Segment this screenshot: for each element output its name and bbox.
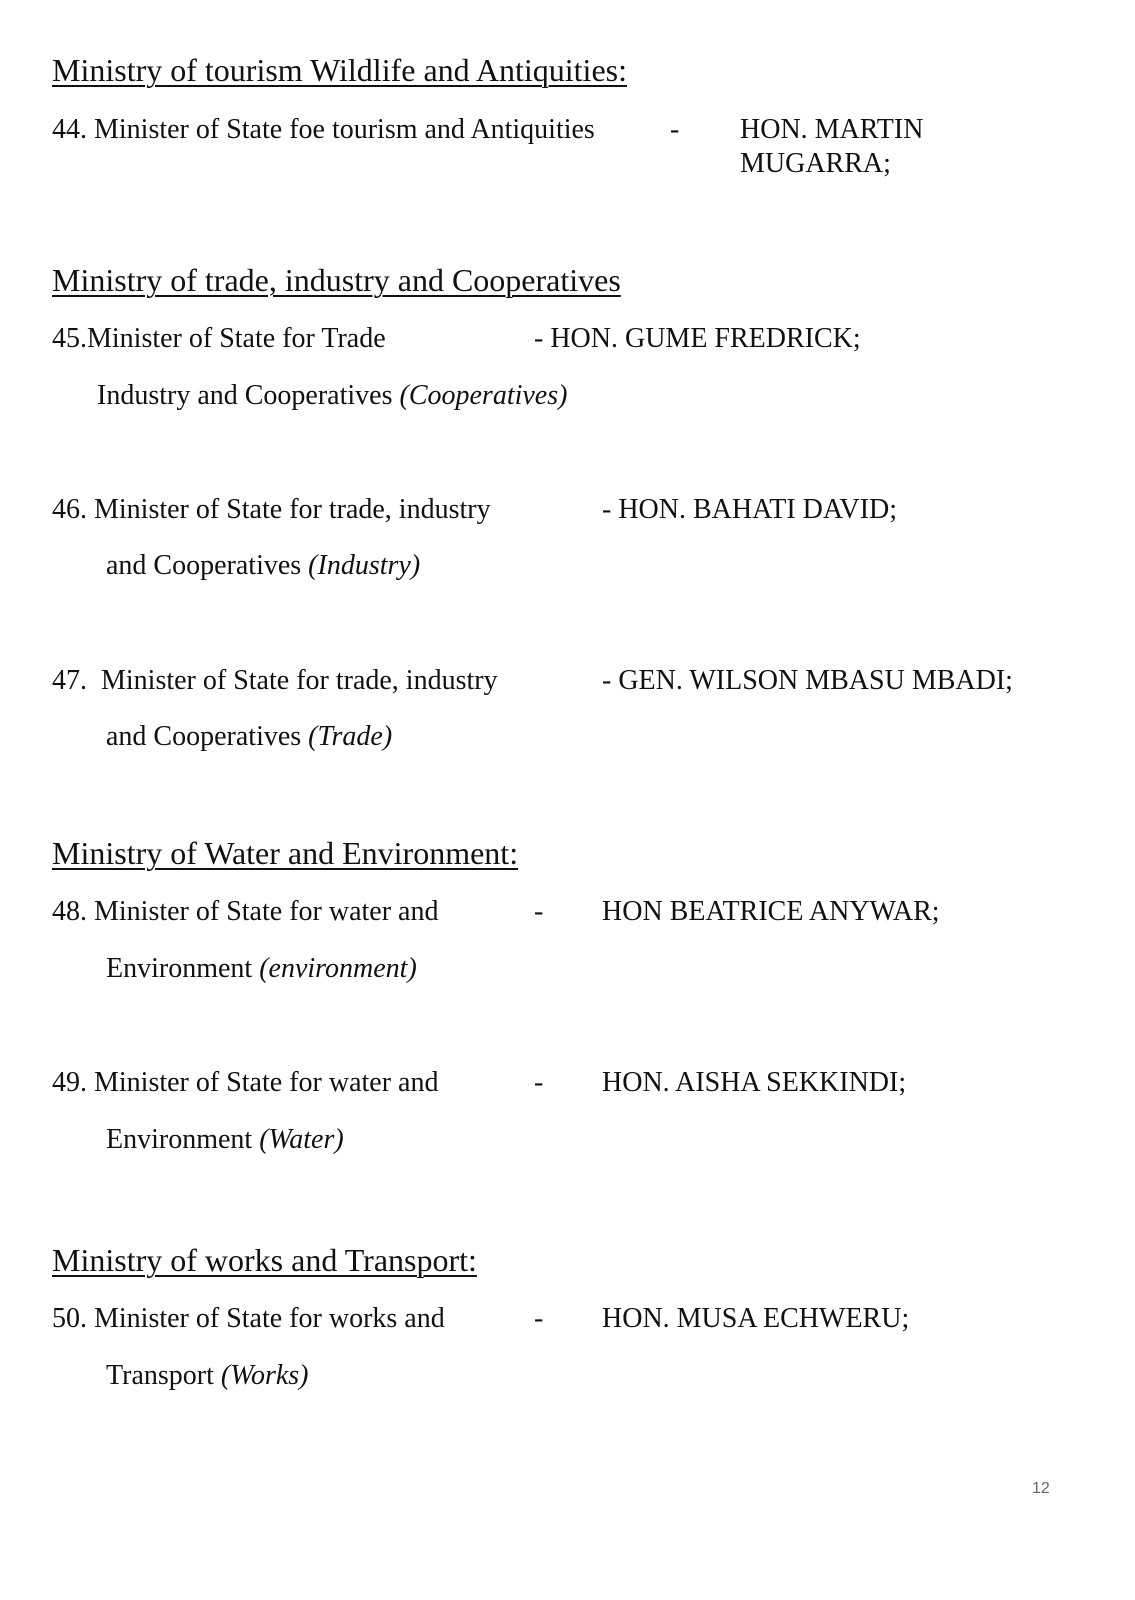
entry-49-name: HON. AISHA SEKKINDI; xyxy=(602,1067,907,1098)
entry-47-subtitle-text: and Cooperatives xyxy=(106,721,309,752)
entry-50-title: 50. Minister of State for works and xyxy=(52,1303,445,1334)
entry-45-subtitle-text: Industry and Cooperatives xyxy=(97,380,400,411)
section-heading-trade: Ministry of trade, industry and Cooperatives xyxy=(52,262,621,298)
entry-45-subtitle xyxy=(97,380,567,412)
entry-47-name: - GEN. WILSON MBASU MBADI; xyxy=(602,665,1013,696)
entry-46-subtitle xyxy=(106,550,420,582)
entry-48-dash: - xyxy=(534,896,544,927)
entry-44-title: 44. Minister of State foe tourism and Antiquities xyxy=(52,114,595,145)
entry-45-title: 45.Minister of State for Trade xyxy=(52,323,386,354)
page-number: 12 xyxy=(1032,1480,1050,1497)
entry-44-name-line2: MUGARRA; xyxy=(740,148,891,179)
entry-50-subtitle xyxy=(106,1360,309,1392)
entry-46-name: - HON. BAHATI DAVID; xyxy=(602,494,898,525)
entry-48-title: 48. Minister of State for water and xyxy=(52,896,439,927)
entry-44-name-line1: HON. MARTIN xyxy=(740,114,924,145)
entry-45-name: - HON. GUME FREDRICK; xyxy=(534,323,861,354)
entry-46-portfolio: (Industry) xyxy=(308,550,421,581)
entry-47-title: 47. Minister of State for trade, industry xyxy=(52,665,498,696)
entry-46-title: 46. Minister of State for trade, industry xyxy=(52,494,491,525)
entry-49-title: 49. Minister of State for water and xyxy=(52,1067,439,1098)
entry-49-subtitle-text: Environment xyxy=(106,1124,260,1155)
entry-50-portfolio: (Works) xyxy=(220,1360,309,1391)
entry-45-portfolio: (Cooperatives) xyxy=(399,380,568,411)
entry-48-name: HON BEATRICE ANYWAR; xyxy=(602,896,940,927)
entry-50-dash: - xyxy=(534,1303,544,1334)
section-heading-works: Ministry of works and Transport: xyxy=(52,1242,477,1278)
entry-50-subtitle-text: Transport xyxy=(106,1360,221,1391)
entry-44-dash: - xyxy=(670,114,680,145)
entry-48-subtitle-text: Environment xyxy=(106,953,260,984)
entry-48-portfolio: (environment) xyxy=(259,953,417,984)
entry-49-dash: - xyxy=(534,1067,544,1098)
entry-46-subtitle-text: and Cooperatives xyxy=(106,550,309,581)
entry-47-portfolio: (Trade) xyxy=(308,721,393,752)
section-heading-water: Ministry of Water and Environment: xyxy=(52,835,519,871)
section-heading-tourism: Ministry of tourism Wildlife and Antiquities: xyxy=(52,52,627,88)
entry-48-subtitle xyxy=(106,953,417,985)
entry-47-subtitle xyxy=(106,721,392,753)
entry-49-subtitle xyxy=(106,1124,344,1156)
entry-49-portfolio: (Water) xyxy=(259,1124,344,1155)
entry-50-name: HON. MUSA ECHWERU; xyxy=(602,1303,910,1334)
